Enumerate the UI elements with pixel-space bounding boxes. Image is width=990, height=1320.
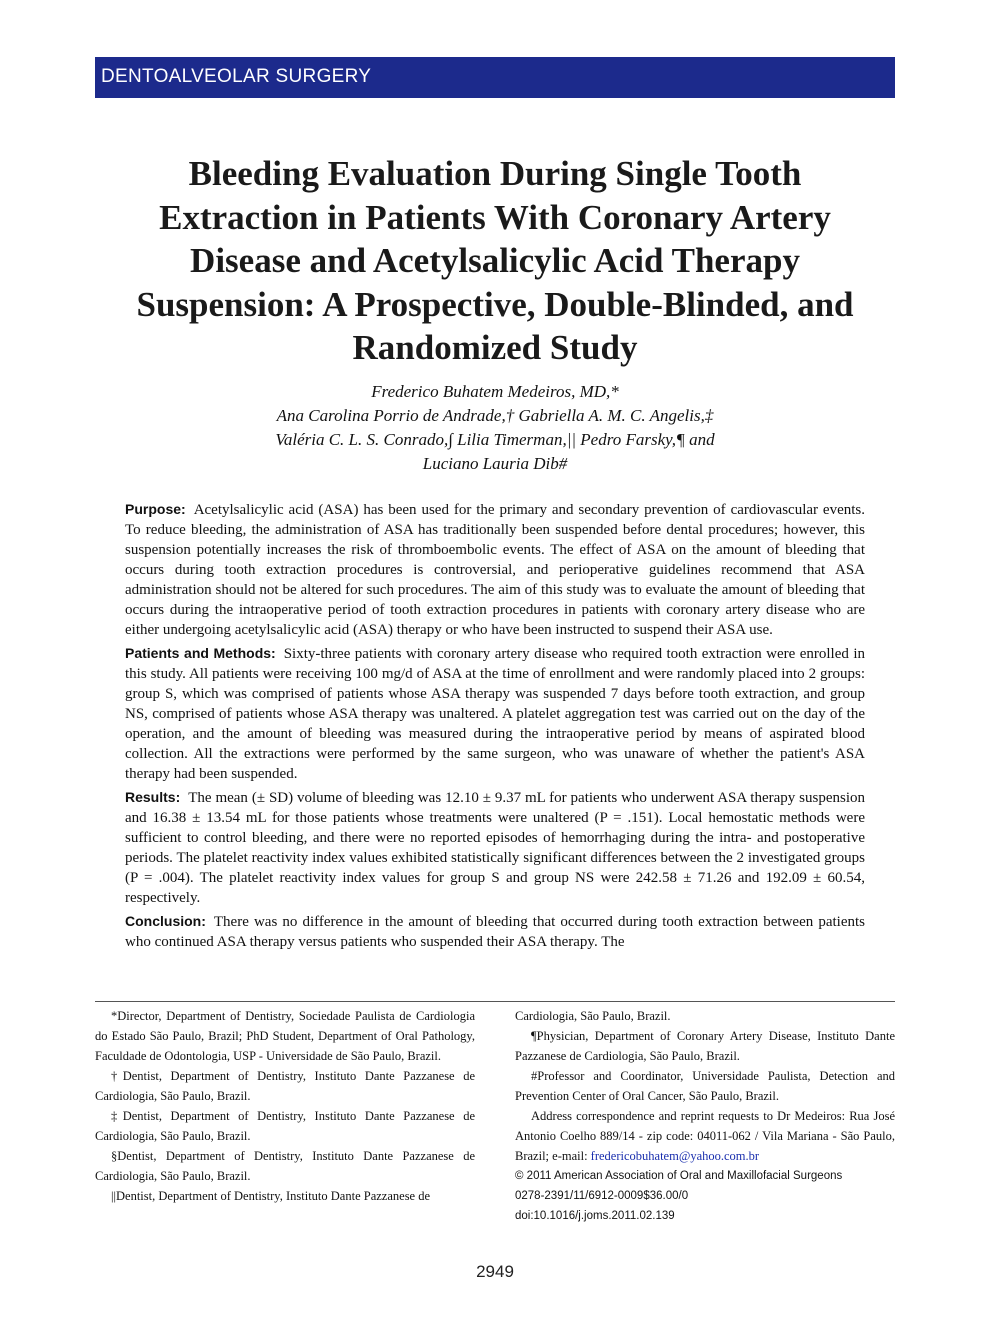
footnote: ¶Physician, Department of Coronary Artery Disease, Instituto Dante Pazzanese de Cardiologia, São Paulo, Brazil. [515,1029,895,1063]
email-link[interactable]: fredericobuhatem@yahoo.com.br [590,1149,760,1163]
section-banner [95,57,895,98]
footnote: ||Dentist, Department of Dentistry, Instituto Dante Pazzanese de [111,1189,431,1203]
conclusion-label: Conclusion: [125,913,206,929]
copyright-line: © 2011 American Association of Oral and Maxillofacial Surgeons [515,1170,843,1182]
section-label: DENTOALVEOLAR SURGERY [101,66,372,87]
author-line: Luciano Lauria Dib# [422,454,568,473]
abstract [125,499,865,955]
footnote: *Director, Department of Dentistry, Sociedade Paulista de Cardiologia do Estado São Paulo, Brazil; PhD Student, Department of Oral Pathology, Faculdade de Odontologia, USP - Universidade de São Paulo, Brazil. [95,1009,475,1063]
purpose-text: Acetylsalicylic acid (ASA) has been used for the primary and secondary prevention of cardiovascular events. To reduce bleeding, the administration of ASA has traditionally been suspended before dental procedures; however, this suspension potentially increases the risk of thromboembolic events. The effect of ASA on the amount of bleeding that occurs during tooth extraction procedures is controversial, and perioperative guidelines recommend that ASA administration should not be altered for such procedures. The aim of this study was to evaluate the amount of bleeding that occurs during the intraoperative period of tooth extraction procedures in patients with coronary artery disease who are either undergoing acetylsalicylic acid (ASA) therapy or who have been instructed to suspend their ASA use. [125,502,865,638]
address-text: Address correspondence and reprint requests to Dr Medeiros: Rua José Antonio Coelho 889/14 - zip code: 04011-062 / Vila Mariana - São Paulo, Brazil; e-mail: [515,1109,895,1163]
footnotes-left-column [95,1006,475,1206]
abstract-conclusion [125,911,865,952]
results-label: Results: [125,789,181,805]
author-line: Frederico Buhatem Medeiros, MD,* [371,382,619,401]
abstract-results [125,787,865,908]
abstract-methods [125,643,865,784]
author-line: Ana Carolina Porrio de Andrade,† Gabriella A. M. C. Angelis,‡ [276,406,714,425]
page-number: 2949 [476,1262,514,1281]
purpose-label: Purpose: [125,501,186,517]
issn-line: 0278-2391/11/6912-0009$36.00/0 [515,1190,689,1202]
methods-label: Patients and Methods: [125,645,276,661]
author-list [150,380,840,476]
abstract-purpose [125,499,865,640]
methods-text: Sixty-three patients with coronary artery disease who required tooth extraction were enrolled in this study. All patients were receiving 100 mg/d of ASA at the time of enrollment and were randomly placed into 2 groups: group S, which was comprised of patients whose ASA therapy was suspended 7 days before tooth extraction, and group NS, comprised of patients whose ASA therapy was unaltered. A platelet aggregation test was carried out on the day of the operation, and the amount of bleeding was measured during the intraoperative period by means of aspirated blood collection. All the extractions were performed by the same surgeon, who was unaware of whether the patient's ASA therapy had been suspended. [125,646,865,782]
article-title: Bleeding Evaluation During Single Tooth Extraction in Patients With Coronary Artery Disease and Acetylsalicylic Acid Therapy Suspension: A Prospective, Double-Blinded, and Randomized Study [136,154,854,367]
author-line: Valéria C. L. S. Conrado,∫ Lilia Timerman,|| Pedro Farsky,¶ and [275,430,715,449]
conclusion-text: There was no difference in the amount of bleeding that occurred during tooth extraction between patients who continued ASA therapy versus patients who suspended their ASA therapy. The [125,914,865,950]
doi-line: doi:10.1016/j.joms.2011.02.139 [515,1210,675,1222]
footnotes-right-column [515,1006,895,1226]
footnote: †Dentist, Department of Dentistry, Instituto Dante Pazzanese de Cardiologia, São Paulo, Brazil. [95,1069,475,1103]
results-text: The mean (± SD) volume of bleeding was 12.10 ± 9.37 mL for patients who underwent ASA therapy suspension and 16.38 ± 13.54 mL for those patients whose treatments were unaltered (P = .151). Local hemostatic methods were sufficient to control bleeding, and there were no reported episodes of hemorrhaging during the intra- and postoperative periods. The platelet reactivity index values exhibited statistically significant differences between the 2 investigated groups (P = .004). The platelet reactivity index values for group S and group NS were 242.58 ± 71.26 and 192.09 ± 60.54, respectively. [125,790,865,906]
footnote: §Dentist, Department of Dentistry, Instituto Dante Pazzanese de Cardiologia, São Paulo, Brazil. [95,1149,475,1183]
footnote: #Professor and Coordinator, Universidade Paulista, Detection and Prevention Center of Oral Cancer, São Paulo, Brazil. [515,1069,895,1103]
footnote-continuation: Cardiologia, São Paulo, Brazil. [515,1009,671,1023]
footnote: ‡Dentist, Department of Dentistry, Instituto Dante Pazzanese de Cardiologia, São Paulo, Brazil. [95,1109,475,1143]
correspondence-address [515,1106,895,1166]
footnote-divider [95,1001,895,1002]
